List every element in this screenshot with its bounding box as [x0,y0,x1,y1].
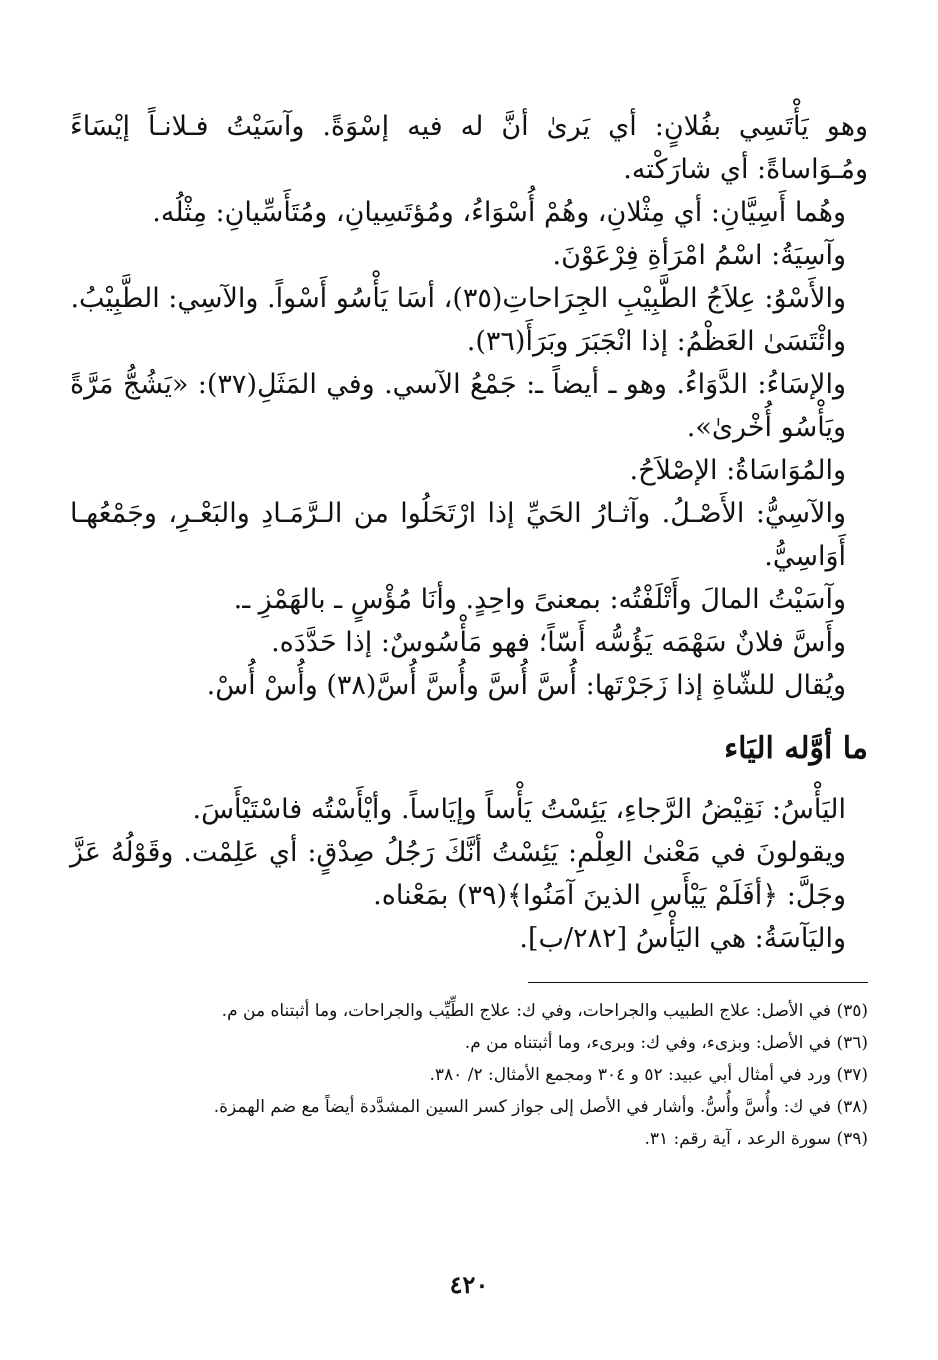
paragraph: والآسِيُّ: الأَصْـلُ. وآثـارُ الحَيِّ إذا ارْتَحَلُوا من الـرَّمَـادِ والبَعْـرِ، وجَمْعُهـا أَوَاسِيُّ. [70,498,846,572]
paragraph: وهو يَأْتَسِي بفُلانٍ: أي يَرىٰ أنَّ له فيه إسْوَةً. وآسَيْتُ فـلانـاً إيْسَاءً ومُـوَاساةً: أي شارَكْته. [70,111,868,185]
paragraph: والإسَاءُ: الدَّوَاءُ. وهو ـ أيضاً ـ: جَمْعُ الآسي. وفي المَثَلِ(٣٧): «يَشُجُّ مَرَّةً ويَأْسُو أُخْرىٰ». [70,369,846,443]
book-page [70,105,868,1320]
paragraph: والمُوَاسَاةُ: الإصْلاَحُ. [629,455,846,486]
paragraph: اليَأْسُ: نَقِيْضُ الرَّجاءِ، يَئِسْتُ يَأْساً وإيَاساً. وأيْأَسْتُه فاسْتَيْأَسَ. [192,794,846,825]
footnote-divider [528,982,868,983]
paragraph: وآسِيَةُ: اسْمُ امْرَأةِ فِرْعَوْنَ. [552,240,846,271]
paragraph: وهُما أَسِيَّانِ: أي مِثْلانِ، وهُمْ أُسْوَاءُ، ومُؤتَسِيانِ، ومُتَأَسِّيانِ: مِثْلُه. [152,197,846,228]
paragraph: وائْتَسَىٰ العَظْمُ: إذا انْجَبَرَ وبَرَأَ(٣٦). [466,326,846,357]
footnote: (٣٩) سورة الرعد ، آية رقم: ٣١. [644,1129,868,1149]
footnote: (٣٨) في ك: وأُسَّ وأُسُّ. وأشار في الأصل إلى جواز كسر السين المشدَّدة أيضاً مع ضم الهمزة. [213,1097,868,1117]
footnote: (٣٦) في الأصل: وبزىء، وفي ك: وبرىء، وما أثبتناه من م. [464,1033,868,1053]
footnote: (٣٥) في الأصل: علاج الطبيب والجراحات، وفي ك: علاج الطِّيِّب والجراحات، وما أثبتناه من م. [221,1001,868,1021]
paragraph: واليَآسَةُ: هي اليَأْسُ [٢٨٢/ب]. [519,923,846,954]
paragraph: ويقولونَ في مَعْنىٰ العِلْمِ: يَئِسْتُ أنَّكَ رَجُلُ صِدْقٍ: أي عَلِمْت. وقَوْلُهُ عَزَّ وجَلَّ: ﴿أفَلَمْ يَيْأَسِ الذينَ آمَنُوا﴾(٣٩) بمَعْناه. [70,837,846,911]
page-number: ٤٢٠ [449,1270,489,1299]
paragraph: ويُقال للشّاةِ إذا زَجَرْتَها: أُسَّ أُسَّ وأُسَّ أُسَّ(٣٨) وأُسْ أُسْ. [206,670,846,701]
main-text [70,105,868,960]
footnote: (٣٧) ورد في أمثال أبي عبيد: ٥٢ و ٣٠٤ ومجمع الأمثال: ٢/ ٣٨٠. [429,1065,868,1085]
paragraph: والأَسْوُ: عِلاَجُ الطَّبِيْبِ الجِرَاحاتِ(٣٥)، أسَا يَأْسُو أَسْواً. والآسِي: الطَّبِيْبُ. [70,283,846,314]
section-heading: ما أوَّله اليَاء [724,731,868,766]
paragraph: وأَسَّ فلانٌ سَهْمَه يَؤُسُّه أَسّاً؛ فهو مَأْسُوسٌ: إذا حَدَّدَه. [271,627,846,658]
footnotes [70,995,868,1155]
paragraph: وآسَيْتُ المالَ وأَتْلَفْتُه: بمعنىً واحِدٍ. وأنَا مُؤْسٍ ـ بالهَمْزِ ـ. [233,584,846,615]
